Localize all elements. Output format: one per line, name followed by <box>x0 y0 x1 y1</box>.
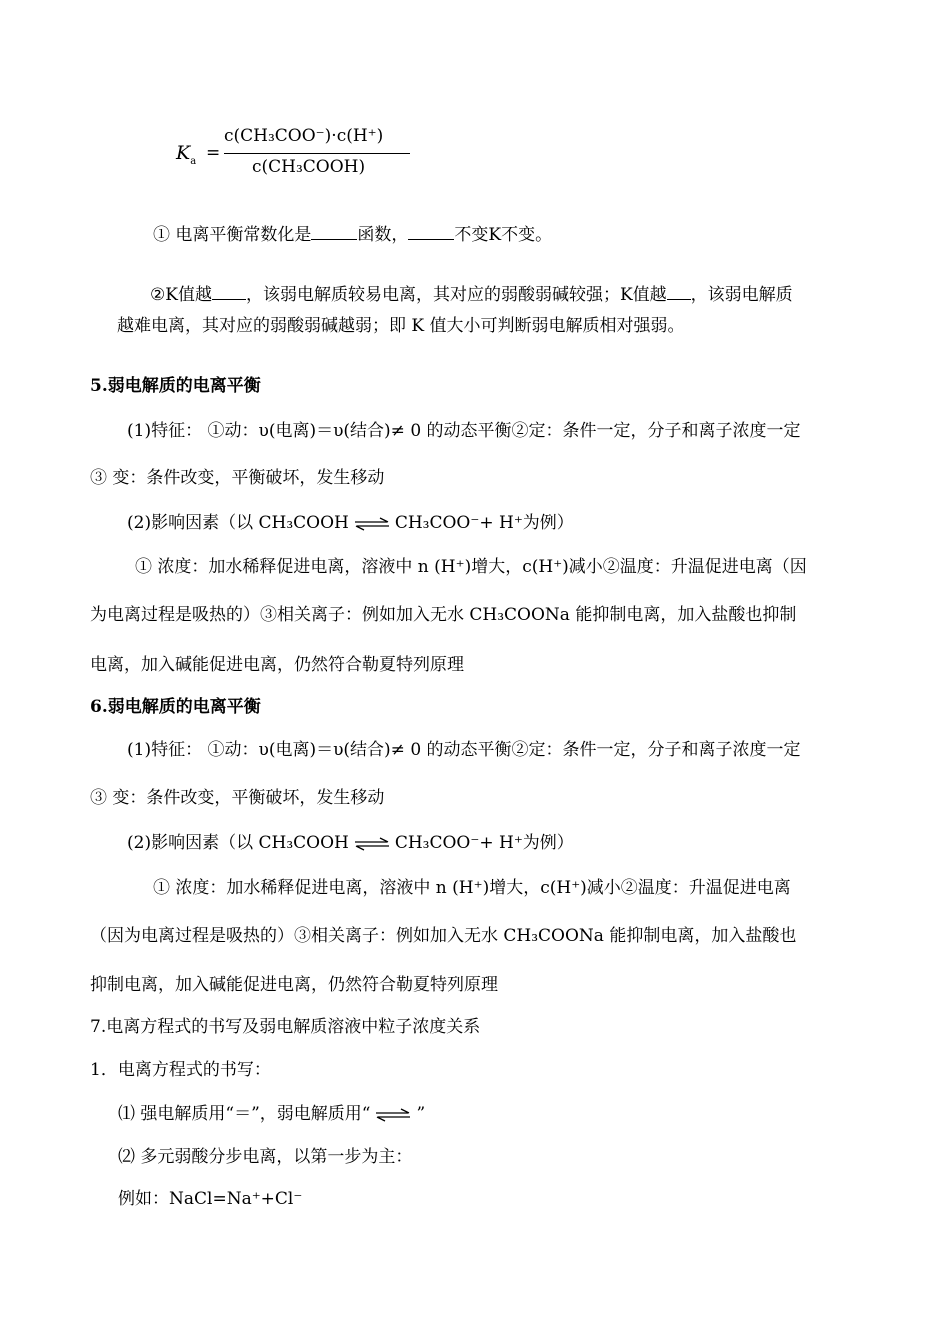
fill-blank <box>408 224 454 240</box>
equilibrium-arrow-icon <box>353 837 391 851</box>
paragraph-k-value-line2: 越难电离，其对应的弱酸弱碱越弱；即 K 值大小可判断弱电解质相对强弱。 <box>117 316 685 336</box>
section-7-heading: 7.电离方程式的书写及弱电解质溶液中粒子浓度关系 <box>90 1017 481 1037</box>
section-5-feature-line2: ③ 变：条件改变，平衡破坏，发生移动 <box>90 468 385 488</box>
section-6-heading: 6.弱电解质的电离平衡 <box>90 697 261 717</box>
section-6-feature-line2: ③ 变：条件改变，平衡破坏，发生移动 <box>90 788 385 808</box>
formula-numerator: c(CH₃COO⁻)·c(H⁺) <box>224 126 384 146</box>
paragraph-k-value-line1: ②K值越 ，该弱电解质较易电离，其对应的弱酸弱碱较强；K值越 ，该弱电解质 <box>150 285 793 305</box>
section-6-body-line1: ① 浓度：加水稀释促进电离，溶液中 n (H⁺)增大，c(H⁺)减小②温度：升温促进电离 <box>153 878 791 898</box>
fill-blank <box>667 284 691 300</box>
section-6-body-line3: 抑制电离，加入碱能促进电离，仍然符合勒夏特列原理 <box>90 975 498 995</box>
fraction-bar <box>224 153 410 154</box>
section-6-feature-line1: (1)特征： ①动：υ(电离)＝υ(结合)≠ 0 的动态平衡②定：条件一定，分子和离子浓度一定 <box>127 740 801 760</box>
section-5-body-line2: 为电离过程是吸热的）③相关离子：例如加入无水 CH₃COONa 能抑制电离，加入盐酸也抑制 <box>90 605 797 625</box>
fill-blank <box>311 224 357 240</box>
section-6-body-line2: （因为电离过程是吸热的）③相关离子：例如加入无水 CH₃COONa 能抑制电离，加入盐酸也 <box>90 926 797 946</box>
section-5-factors: (2)影响因素（以 CH₃COOH CH₃COO⁻+ H⁺为例） <box>127 513 574 533</box>
formula-denominator: c(CH₃COOH) <box>252 157 366 177</box>
formula-symbol: $K_a$ <box>176 142 197 167</box>
section-7-item-1: 1．电离方程式的书写： <box>90 1060 271 1080</box>
section-7-example: 例如：NaCl=Na⁺+Cl⁻ <box>118 1189 303 1209</box>
formula-equals: = <box>206 143 221 163</box>
section-5-feature-line1: (1)特征： ①动：υ(电离)＝υ(结合)≠ 0 的动态平衡②定：条件一定，分子和离子浓度一定 <box>127 421 801 441</box>
section-5-body-line1: ① 浓度：加水稀释促进电离，溶液中 n (H⁺)增大，c(H⁺)减小②温度：升温促进电离（因 <box>135 557 807 577</box>
equilibrium-arrow-icon <box>374 1108 412 1122</box>
equilibrium-arrow-icon <box>353 517 391 531</box>
section-6-factors: (2)影响因素（以 CH₃COOH CH₃COO⁻+ H⁺为例） <box>127 833 574 853</box>
section-5-heading: 5.弱电解质的电离平衡 <box>90 376 261 396</box>
paragraph-constant-function: ① 电离平衡常数化是 函数， 不变K不变。 <box>153 225 553 245</box>
section-7-sub-2: ⑵ 多元弱酸分步电离，以第一步为主： <box>118 1147 413 1167</box>
section-7-sub-1: ⑴ 强电解质用“＝”，弱电解质用“ ” <box>118 1104 426 1124</box>
ka-formula <box>176 124 426 188</box>
fill-blank <box>212 284 246 300</box>
section-5-body-line3: 电离，加入碱能促进电离，仍然符合勒夏特列原理 <box>90 655 464 675</box>
